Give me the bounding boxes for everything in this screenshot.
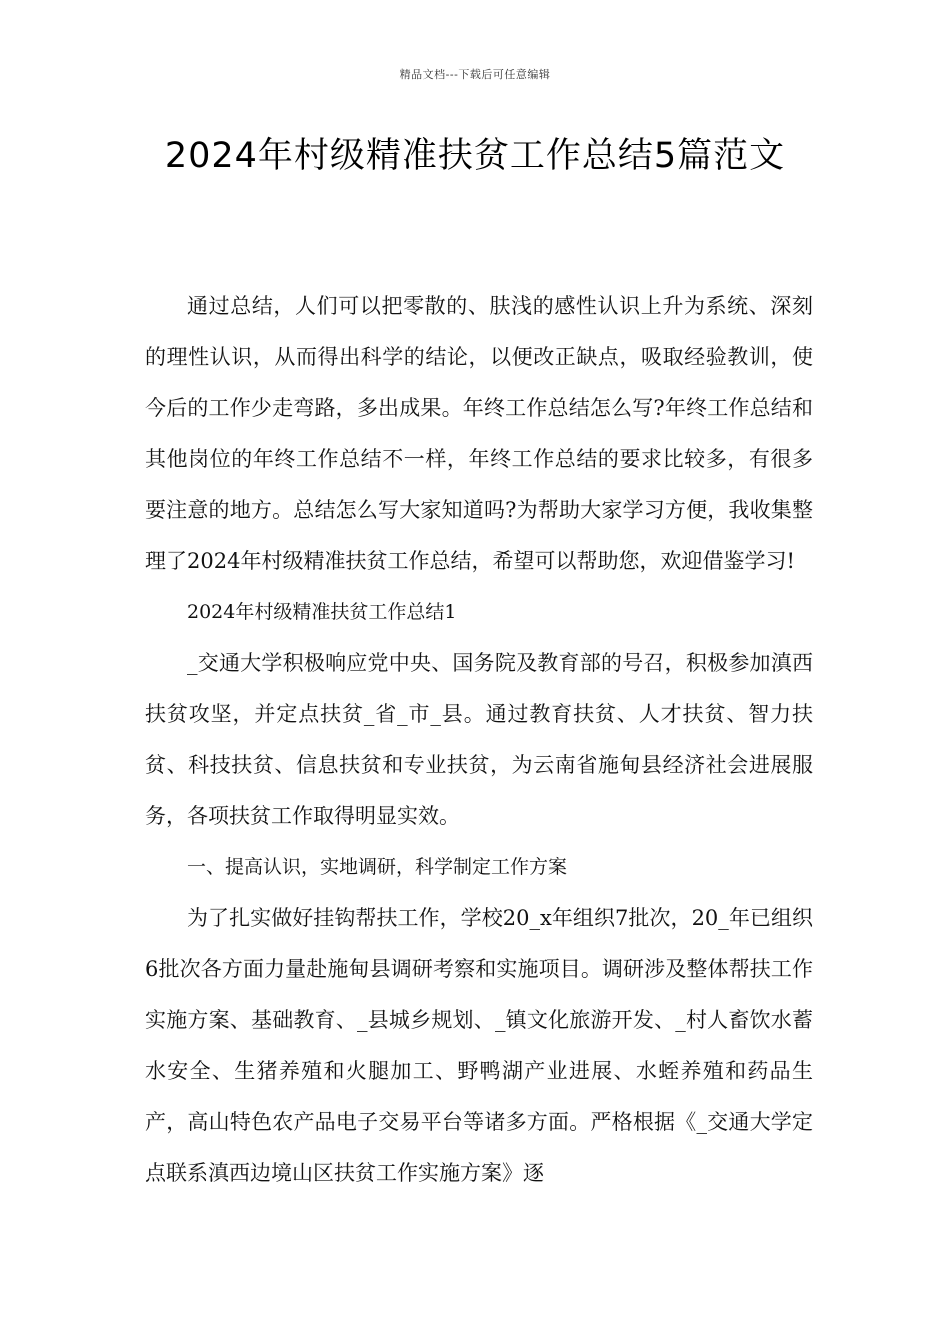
section-heading-1: 2024年村级精准扶贫工作总结1 xyxy=(187,601,457,623)
document-body xyxy=(145,281,813,1199)
body-paragraph-1: _交通大学积极响应党中央、国务院及教育部的号召，积极参加滇西扶贫攻坚，并定点扶贫_省_市_县。通过教育扶贫、人才扶贫、智力扶贫、科技扶贫、信息扶贫和专业扶贫，为云南省施甸县经济社会进展服务，各项扶贫工作取得明显实效。 xyxy=(145,651,813,828)
body-paragraph-2: 为了扎实做好挂钩帮扶工作，学校20_x年组织7批次，20_年已组织6批次各方面力量赴施甸县调研考察和实施项目。调研涉及整体帮扶工作实施方案、基础教育、_县城乡规划、_镇文化旅游开发、_村人畜饮水蓄水安全、生猪养殖和火腿加工、野鸭湖产业进展、水蛭养殖和药品生产，高山特色农产品电子交易平台等诸多方面。严格根据《_交通大学定点联系滇西边境山区扶贫工作实施方案》逐 xyxy=(145,906,813,1185)
document-title: 2024年村级精准扶贫工作总结5篇范文 xyxy=(164,136,786,176)
header-note: 精品文档---下载后可任意编辑 xyxy=(399,68,551,81)
subsection-heading-1: 一、提高认识，实地调研，科学制定工作方案 xyxy=(187,856,568,878)
intro-paragraph: 通过总结，人们可以把零散的、肤浅的感性认识上升为系统、深刻的理性认识，从而得出科学的结论，以便改正缺点，吸取经验教训，使今后的工作少走弯路，多出成果。年终工作总结怎么写?年终工作总结和其他岗位的年终工作总结不一样，年终工作总结的要求比较多，有很多要注意的地方。总结怎么写大家知道吗?为帮助大家学习方便，我收集整理了2024年村级精准扶贫工作总结，希望可以帮助您，欢迎借鉴学习! xyxy=(145,294,813,573)
